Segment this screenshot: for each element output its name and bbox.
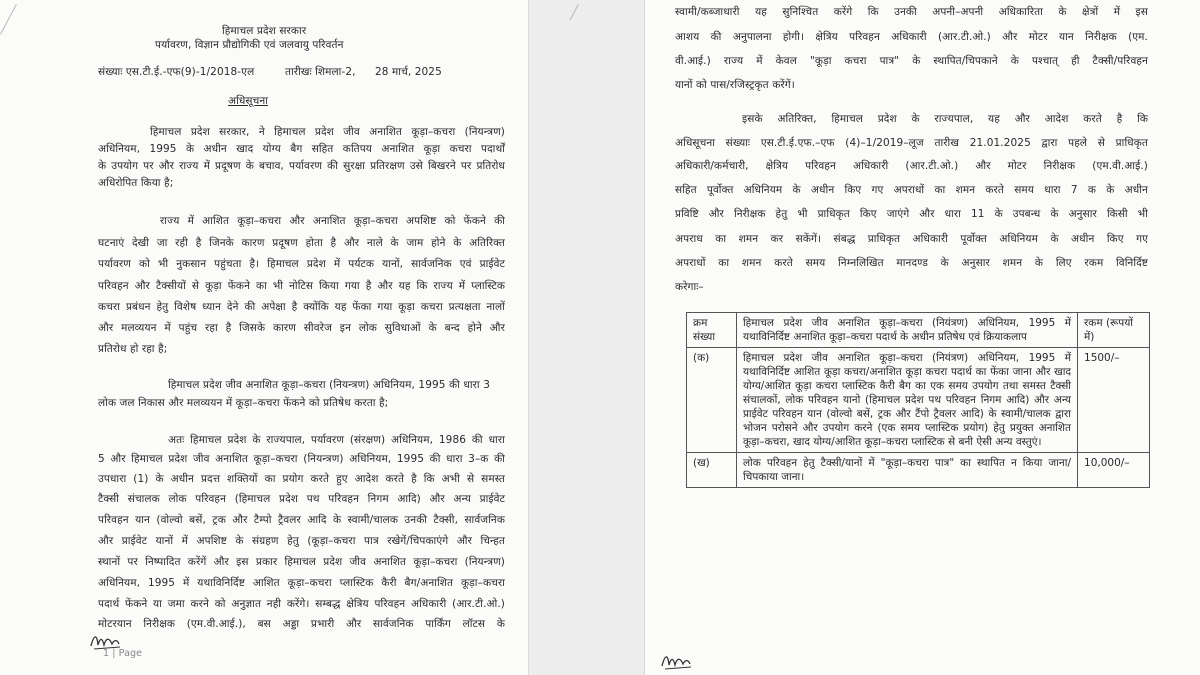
paragraph-2-line: पर्यावरण को भी नुकसान पहुंचता है। हिमाचल प्रदेश में पर्यटक यानों, सार्वजनिक एवं प्राईवेट — [98, 258, 505, 270]
table-cell-serial: (ख) — [687, 453, 737, 488]
paragraph-2-line: और मलव्ययन में पहुंच रहा है जिसके कारण सीवरेज इन लोक सुविधाओं के बन्द होने और — [98, 322, 505, 334]
paragraph-4-line: अतः हिमाचल प्रदेश के राज्यपाल, पर्यावरण (संरक्षण) अधिनियम, 1986 की धारा — [168, 434, 505, 446]
page-divider — [528, 0, 529, 675]
paragraph-2-line: प्रतिरोध हो रहा है; — [98, 343, 168, 355]
paragraph-3-line: लोक जल निकास और मलव्ययन में कूड़ा–कचरा फेंकने को प्रतिषेध करता है; — [98, 397, 389, 409]
table-cell-description: लोक परिवहन हेतु टैक्सी/यानों में "कूड़ा–कचरा पात्र" का स्थापित न किया जाना/चिपकाया जाना। — [736, 453, 1077, 488]
table-header-activity: हिमाचल प्रदेश जीव अनाशित कूड़ा–कचरा (नियंत्रण) अधिनियम, 1995 में यथाविनिर्दिष्ट अनाशित कूड़ा–कचरा पदार्थ के अधीन प्रतिषेध एवं क्रियाकलाप — [736, 313, 1077, 348]
table-cell-description: हिमाचल प्रदेश जीव अनाशित कूड़ा–कचरा (नियंत्रण) अधिनियम, 1995 में यथाविनिर्दिष्ट आशित कूड़ा कचरा/अनाशित कूड़ा कचरा पदार्थ का फेंका जाना और खाद योग्य/आशित कूड़ा कचरा प्लास्टिक कैरी बैग का एक समय उपयोग तथा समस्त टैक्सी संचालकों, लोक परिवहन यानो (हिमाचल प्रदेश पथ परिवहन निगम आदि) और अन्य प्राईवेट परिवहन यान (वोल्वो बसें, ट्रक और टैंपो ट्रैवलर आदि) के स्वामी/चालक द्वारा भोजन परोसने और उपयोग करने (एक समय प्लास्टिक प्रयोग) हेतु प्रयुक्त अनाशित कूड़ा–कचरा, खाद योग्य/आशित कूड़ा–कचरा प्लास्टिक से बनी ऐसी अन्य वस्तुएं। — [736, 348, 1077, 453]
paragraph-1-line: के उपयोग पर और राज्य में प्रदूषण के बचाव, पर्यावरण की सुरक्षा प्रतिरक्षण उसे बिखरने पर प्रतिरोध — [98, 160, 505, 172]
paragraph-1-line: अधिरोपित किया है; — [98, 177, 174, 189]
paragraph-2-line: अधिकारी/कर्मचारी, क्षेत्रिय परिवहन अधिकारी (आर.टी.ओ.) और मोटर निरीक्षक (एम.वी.आई.) — [675, 160, 1148, 172]
paragraph-4-line: परिवहन यान (वोल्वो बसें, ट्रक और टैम्पो ट्रैवलर आदि के स्वामी/चालक उनकी टैक्सी, सार्वजनिक — [98, 514, 505, 526]
paragraph-2-line: घटनाएं देखी जा रही है जिनके कारण प्रदूषण होता है और नाले के जाम होने के अतिरिक्त — [98, 237, 505, 249]
paragraph-2-line: प्रविष्टि और निरीक्षक हेतु भी प्राधिकृत किए जाएंगे और धारा 11 के उपबन्ध के अनुसार किसी भी — [675, 208, 1148, 220]
paragraph-continued-line: वी.आई.) राज्य में केवल "कूड़ा कचरा पात्र" के स्थापित/चिपकाने के पश्चात् ही टैक्सी/परिवहन — [675, 55, 1148, 67]
header-department: पर्यावरण, विज्ञान प्रौद्योगिकी एवं जलवायु परिवर्तन — [155, 39, 344, 51]
table-header-serial: क्रम संख्या — [687, 313, 737, 348]
document-page-2 — [645, 0, 1200, 675]
document-page-1 — [0, 0, 528, 675]
paragraph-4-line: उपधारा (1) के अधीन प्रदत्त शक्तियों का प्रयोग करते हुए आदेश करते है कि अभी से समस्त — [98, 473, 505, 485]
paragraph-4-line: स्थानों पर निष्पादित करेंगें और इस प्रकार हिमाचल प्रदेश जीव अनाशित कूड़ा–कचरा (नियन्त्रण) — [98, 556, 505, 568]
paragraph-4-line: मोटरयान निरीक्षक (एम.वी.आई.), बस अड्डा प्रभारी और सार्वजनिक पार्किंग लॉटस के — [98, 618, 505, 630]
paragraph-2-line: कचरा प्रबंधन हेतु विशेष ध्यान देने की अपेक्षा है क्योंकि यह फेंका गया कूड़ा कचरा प्रत्यक्षता नालों — [98, 301, 505, 313]
reference-number: संख्याः एस.टी.ई.-एफ(9)-1/2018-एल — [98, 66, 255, 78]
paragraph-2-line: परिवहन और टैक्सीयों से कूड़ा फेंकने का भी नोटिस किया गया है और यह कि राज्य में प्लास्टिक — [98, 280, 505, 292]
paragraph-continued-line: यानों को पास/रजिस्ट्रकृत करेंगें। — [675, 79, 795, 91]
paragraph-2-line: राज्य में आशित कूड़ा–कचरा और अनाशित कूड़ा–कचरा अपशिष्ट को फेंकने की — [160, 215, 505, 227]
notification-title: अधिसूचना — [228, 95, 269, 107]
table-cell-amount: 10,000/– — [1078, 453, 1150, 488]
table-cell-serial: (क) — [687, 348, 737, 453]
date-value: 28 मार्च, 2025 — [375, 66, 442, 78]
paragraph-4-line: टैक्सी संचालक लोक परिवहन (हिमाचल प्रदेश पथ परिवहन निगम आदि) और अन्य प्राईवेट — [98, 493, 505, 505]
paragraph-2-line: इसके अतिरिक्त, हिमाचल प्रदेश के राज्यपाल, यह और आदेश करते है कि — [742, 113, 1148, 125]
compounding-fine-table — [686, 312, 1150, 488]
table-row — [687, 348, 1150, 453]
paragraph-2-line: सहित पूर्वोक्त अधिनियम के अधीन किए गए अपराधों का शमन करते समय धारा 7 क के अधीन — [675, 184, 1148, 196]
paragraph-4-line: और प्राईवेट यानों में अपशिष्ट के संग्रहण हेतु (कूड़ा–कचरा पात्र रखेगें/चिपकाएंगे और चिन्हत — [98, 535, 505, 547]
table-header-amount: रकम (रूपयों में) — [1078, 313, 1150, 348]
table-row — [687, 453, 1150, 488]
paper-crease — [570, 4, 579, 20]
paragraph-1-line: हिमाचल प्रदेश सरकार, ने हिमाचल प्रदेश जीव अनाशित कूड़ा–कचरा (नियन्त्रण) — [150, 126, 505, 138]
paragraph-continued-line: स्वामी/कब्जाधारी यह सुनिश्चित करेंगे कि उनकी अपनी–अपनी अधिकारिता के क्षेत्रों में इस — [675, 6, 1148, 18]
paragraph-4-line: अधिनियम, 1995 में यथाविनिर्दिष्ट आशित कूड़ा–कचरा प्लास्टिक कैरी बैग/अनाशित कूड़ा–कचरा — [98, 577, 505, 589]
paragraph-3-line: हिमाचल प्रदेश जीव अनाशित कूड़ा–कचरा (नियन्त्रण) अधिनियम, 1995 की धारा 3 — [168, 379, 490, 391]
paragraph-2-line: अपराधों का शमन करते समय निम्नलिखित मानदण्ड के अनुसार शमन के लिए रकम विनिर्दिष्ट — [675, 257, 1148, 269]
signature-initials — [659, 648, 699, 674]
paragraph-1-line: अधिनियम, 1995 के अधीन खाद योग्य बैग सहित कतिपय अनाशित कूड़ा कचरा पदार्थों — [98, 143, 505, 155]
header-government: हिमाचल प्रदेश सरकार — [222, 25, 307, 37]
paragraph-continued-line: आशय की अनुपालना होगी। क्षेत्रिय परिवहन अधिकारी (आर.टी.ओ.) और मोटर यान निरीक्षक (एम. — [675, 31, 1148, 43]
page-number-footer: 1 | Page — [103, 648, 143, 659]
paragraph-4-line: पदार्थ फेंकने या जमा करने को अनुज्ञात नही करेंगे। सम्बद्ध क्षेत्रिय परिवहन अधिकारी (आर.टी.ओ.) — [98, 598, 505, 610]
table-header-row — [687, 313, 1150, 348]
date-label: तारीखः शिमला-2, — [285, 66, 356, 78]
paragraph-2-line: अधिसूचना संख्याः एस.टी.ई.एफ.–एफ (4)–1/2019–लूज तारीख 21.01.2025 द्वारा पहले से प्राधिकृत — [675, 137, 1148, 149]
paragraph-2-line: करेगाः– — [675, 281, 704, 293]
table-cell-amount: 1500/– — [1078, 348, 1150, 453]
paragraph-2-line: अपराध का शमन कर सकेंगें। संबद्ध प्राधिकृत अधिकारी पूर्वोक्त अधिनियम के अधीन किए गए — [675, 233, 1148, 245]
paragraph-4-line: 5 और हिमाचल प्रदेश जीव अनाशित कूड़ा–कचरा (नियन्त्रण) अधिनियम, 1995 की धारा 3–क की — [98, 453, 505, 465]
